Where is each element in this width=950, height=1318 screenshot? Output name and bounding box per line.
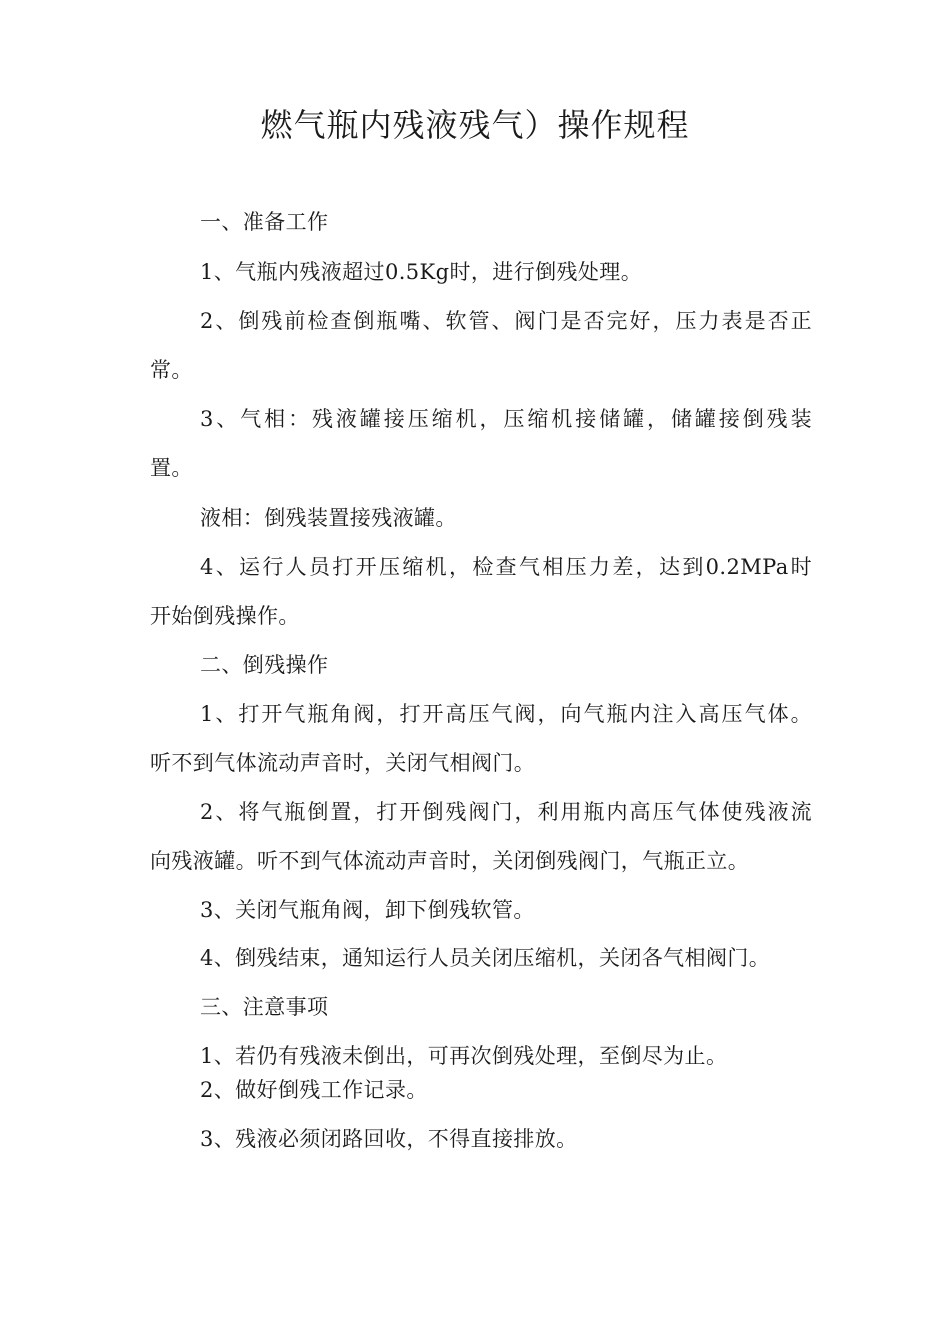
operation-item-1-line-2: 听不到气体流动声音时，关闭气相阀门。	[150, 751, 536, 775]
preparation-item-4-line-2: 开始倒残操作。	[150, 604, 300, 628]
notes-item-1: 1、若仍有残液未倒出，可再次倒残处理，至倒尽为止。	[200, 1044, 728, 1068]
operation-item-1-line-1: 1、打开气瓶角阀，打开高压气阀，向气瓶内注入高压气体。	[200, 702, 812, 726]
preparation-item-4-line-1: 4、运行人员打开压缩机，检查气相压力差，达到0.2MPa时	[200, 555, 812, 579]
preparation-item-2-line-1: 2、倒残前检查倒瓶嘴、软管、阀门是否完好，压力表是否正	[200, 309, 812, 333]
section-heading-notes: 三、注意事项	[200, 995, 329, 1019]
operation-item-2-line-2: 向残液罐。听不到气体流动声音时，关闭倒残阀门，气瓶正立。	[150, 849, 750, 873]
section-heading-preparation: 一、准备工作	[200, 210, 329, 234]
preparation-item-2-line-2: 常。	[150, 358, 193, 382]
preparation-item-1: 1、气瓶内残液超过0.5Kg时，进行倒残处理。	[200, 260, 643, 284]
operation-item-2-line-1: 2、将气瓶倒置，打开倒残阀门，利用瓶内高压气体使残液流	[200, 800, 812, 824]
operation-item-4: 4、倒残结束，通知运行人员关闭压缩机，关闭各气相阀门。	[200, 946, 771, 970]
preparation-item-3-line-1: 3、气相：残液罐接压缩机，压缩机接储罐，储罐接倒残装	[200, 407, 812, 431]
operation-item-3: 3、关闭气瓶角阀，卸下倒残软管。	[200, 898, 535, 922]
preparation-liquid-phase: 液相：倒残装置接残液罐。	[200, 506, 457, 530]
notes-item-3: 3、残液必须闭路回收，不得直接排放。	[200, 1127, 578, 1151]
document-title: 燃气瓶内残液残气）操作规程	[260, 106, 690, 144]
section-heading-operation: 二、倒残操作	[200, 653, 329, 677]
notes-item-2: 2、做好倒残工作记录。	[200, 1078, 428, 1102]
preparation-item-3-line-2: 置。	[150, 456, 193, 480]
